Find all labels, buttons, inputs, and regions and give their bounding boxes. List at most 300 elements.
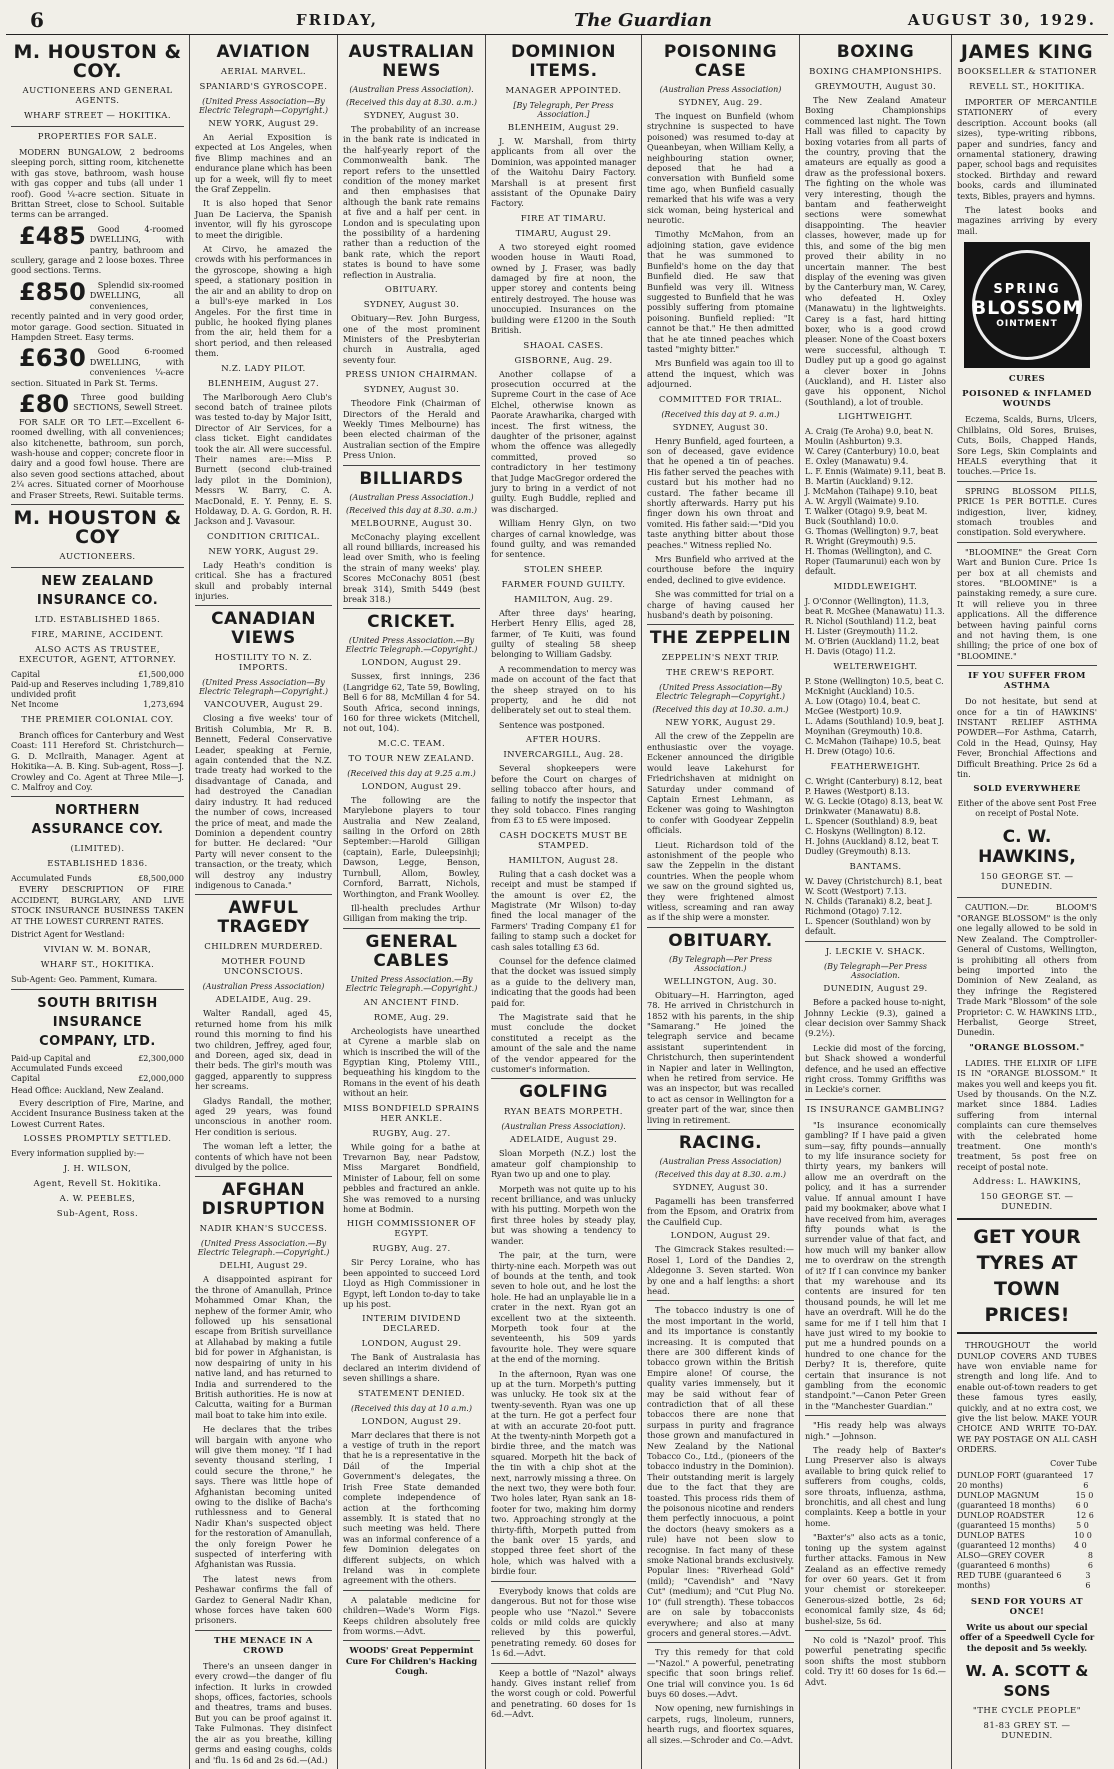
heading-the-zeppelin: THE ZEPPELIN bbox=[649, 628, 792, 649]
column-6 bbox=[800, 35, 952, 1769]
fin-value: £2,300,000 bbox=[138, 1054, 184, 1064]
text: THE PREMIER COLONIAL COY. bbox=[21, 715, 174, 725]
subhead: PRESS UNION CHAIRMAN. bbox=[345, 370, 478, 381]
list-item: M. O'Brien (Auckland) 11.2, beat H. Davis (Otago) 11.2. bbox=[805, 637, 940, 657]
divider bbox=[647, 1129, 794, 1130]
text: Morpeth was not quite up to his recent brilliance, and was unlucky with his putting. Morpeth won the first three holes by steady play, but was showing a tendency to wander. bbox=[491, 1183, 636, 1246]
text: The Magistrate said that he must conclude the docket constituted a receipt as the amount of the sale and the name of the vendor appeared for the customer's information. bbox=[491, 1012, 636, 1075]
tyre-item: DUNLOP BATES (guaranteed 12 months) bbox=[957, 1530, 1056, 1550]
text: SPRING BLOSSOM PILLS, PRICE 1s PER BOTTLE. Cures indigestion, liver, kidney, stomach troubles and constipation. Sold everywhere. bbox=[957, 485, 1097, 538]
text: William Henry Glyn, on two charges of carnal knowledge, was found guilty, and was remanded for sentence. bbox=[491, 518, 636, 560]
divider bbox=[957, 481, 1097, 482]
text: Address: L. HAWKINS, bbox=[972, 1177, 1082, 1188]
divider bbox=[805, 1415, 946, 1416]
divider bbox=[805, 1630, 946, 1631]
column-4 bbox=[486, 35, 642, 1769]
agency: (Australian Press Association.) bbox=[349, 492, 474, 502]
dateline: SYDNEY, Aug. 29. bbox=[678, 98, 763, 108]
subhead: MANAGER APPOINTED. bbox=[505, 86, 622, 96]
text: Walter Randall, aged 45, returned home from his milk round this morning to find his two children, Jeffrey, aged four, and Doreen, aged six, dead in their beds. The girl's mouth was gagged, apparently to suppress her screams. bbox=[195, 1008, 332, 1092]
text: Obituary—Rev. John Burgess, one of the most prominent Ministers of the Presbyterian church in Australia, aged seventy four. bbox=[343, 313, 480, 365]
text: Mrs Bunfield was again too ill to attend the inquest, which was adjourned. bbox=[647, 358, 794, 390]
text: POISONED & INFLAMED WOUNDS bbox=[962, 389, 1092, 410]
text: "His ready help was always nigh." —Johnson. bbox=[805, 1420, 946, 1441]
financial-list bbox=[11, 670, 184, 710]
divider bbox=[195, 605, 332, 606]
divider bbox=[343, 1590, 480, 1591]
text: The tobacco industry is one of the most important in the world, and its importance is constantly increasing. It is computed that there are 300 different kinds of tobacco grown within the British Empire alone! Of course, the quality varies immensely, but it may be said without fear of contradiction that of all these tobaccos there are none that surpass in purity and fragrance those grown and manufactured in New Zealand by the National Tobacco Co., Ltd., (pioneers of the tobacco industry in the Dominion). Their outstanding merit is largely due to the fact that they are toasted. This process rids them of the poisonous nicotine and renders them perfectly innocuous, a point the doctors (heavy smokers as a rule) have not been slow to recognise. In fact many of these smoke National brands exclusively. Popular lines: "Riverhead Gold" (mild); "Cavendish" and "Navy Cut" (medium); and "Cut Plug No. 10" (full strength). These tobaccos are on sale by tobacconists everywhere; and also at many grocers and general stores.—Advt. bbox=[647, 1305, 794, 1638]
columns bbox=[6, 35, 1108, 1765]
masthead-date: AUGUST 30, 1929. bbox=[907, 11, 1096, 29]
text: Keep a bottle of "Nazol" always handy. Gives instant relief from the worst cough or cold. Powerful and penetrating. 60 doses for 1s 6d.—Advt. bbox=[491, 1667, 636, 1720]
heading-australian-news: AUSTRALIAN NEWS bbox=[348, 42, 475, 81]
list-item: H. Johns (Auckland) 8.12, beat T. Dudley (Greymouth) 8.13. bbox=[805, 837, 939, 857]
tyre-item: ALSO—GREY COVER (guaranteed 6 months) bbox=[957, 1550, 1051, 1570]
fin-value: £8,500,000 bbox=[138, 874, 184, 884]
dateline: RUGBY, Aug. 27. bbox=[372, 1244, 451, 1255]
tyre-item: DUNLOP MAGNUM (guaranteed 18 months) bbox=[957, 1490, 1056, 1510]
text: AUCTIONEERS. bbox=[59, 552, 136, 562]
dateline: LONDON, August 29. bbox=[361, 658, 462, 669]
text: SOLD EVERYWHERE bbox=[973, 784, 1081, 795]
subhead: MISS BONDFIELD SPRAINS HER ANKLE. bbox=[343, 1103, 480, 1124]
dateline: DELHI, August 29. bbox=[219, 1261, 308, 1272]
divider bbox=[343, 1640, 480, 1641]
tyre-price: 17 6 bbox=[1083, 1470, 1094, 1490]
text: Try this remedy for that cold—"Nazol." A powerful, penetrating specific that soon brings relief. One trial will convince you. 1s 6d buys 60 doses.—Advt. bbox=[647, 1647, 794, 1699]
agency: (Australian Press Association) bbox=[659, 1157, 782, 1167]
heading-aviation: AVIATION bbox=[216, 42, 311, 62]
dateline: ADELAIDE, Aug. 29. bbox=[215, 995, 312, 1006]
newspaper-title: The Guardian bbox=[573, 9, 712, 31]
text: Sussex, first innings, 236 (Langridge 62, Tate 59, Bowling, Bell 6 for 88, McMillan 4 for 54. South Africa, second innings, 160 for three wickets (Mitchell, not out, 104). bbox=[343, 671, 480, 734]
tyre-price-row bbox=[957, 1571, 1097, 1591]
subhead: AFTER HOURS. bbox=[525, 735, 602, 746]
property-item bbox=[11, 346, 184, 388]
text: Theodore Fink (Chairman of Directors of the Herald and Weekly Times Melbourne) has been elected chairman of the Australian section of the Empire Press Union. bbox=[343, 398, 480, 461]
tyre-price-row bbox=[957, 1511, 1097, 1531]
heading-south-british: SOUTH BRITISH INSURANCE COMPANY, LTD. bbox=[37, 996, 158, 1050]
divider bbox=[343, 465, 480, 466]
result-list bbox=[805, 777, 946, 857]
text: Marr declares that there is not a vestige of truth in the report that he is a representative in the Dáil of the Imperial Government's delegates, the Irish Free State demanded complete independence of action at the forthcoming assembly. It is stated that no such meeting was held. There was an informal conference of a few Dominion delegates on different subjects, on which Ireland was in complete agreement with the others. bbox=[343, 1429, 480, 1586]
list-item: A. Low (Otago) 10.4, beat C. McGee (Westport) 10.9. bbox=[805, 697, 921, 717]
agency: (United Press Association.—By Electric Telegraph.—Copyright.) bbox=[345, 636, 478, 655]
agency: (United Press Association—By Electric Telegraph—Copyright.) bbox=[198, 97, 329, 115]
text: Sir Percy Loraine, who has been appointed to succeed Lord Lloyd as High Commissioner in Egypt, left London to-day to take up his post. bbox=[343, 1257, 480, 1310]
dateline: INVERCARGILL, Aug. 28. bbox=[503, 750, 624, 761]
text: J. W. Marshall, from thirty applicants from all over the Dominion, was appointed manager of the Waitohu Dairy Factory. Marshall is at present first assistant of the Opunake Dairy Factory. bbox=[491, 136, 636, 209]
divider bbox=[957, 542, 1097, 543]
dateline: BLENHEIM, August 29. bbox=[507, 123, 620, 133]
text: "Baxter's" also acts as a tonic, toning up the system against further attacks. Famous in New Zealand as an effective remedy for over 60 years. Get it from your chemist or storekeeper. Generous-sized bottle, 2s 6d; economical family size, 4s 6d; bushel-size, 5s 6d. bbox=[805, 1532, 946, 1626]
tyre-price-row bbox=[957, 1491, 1097, 1511]
subhead: BANTAMS. bbox=[849, 862, 902, 873]
text: Leckie did most of the forcing, but Shack showed a wonderful defence, and he used an effective right cross. Tommy Griffiths was in Leckie's corner. bbox=[805, 1042, 946, 1095]
divider bbox=[647, 927, 794, 928]
text: McConachy playing excellent all round billiards, increased his lead over Smith, who is feeling the strain of many weeks' play. Scores McConachy 8051 (best break 314), Smith 5449 (best break 318.) bbox=[343, 531, 480, 604]
divider bbox=[491, 1663, 636, 1664]
scott-heading: W. A. SCOTT & SONS bbox=[965, 1661, 1089, 1700]
tyre-item: DUNLOP FORT (guaranteed 20 months) bbox=[957, 1470, 1073, 1490]
text: "ORANGE BLOSSOM." bbox=[969, 1042, 1085, 1053]
subhead: FARMER FOUND GUILTY. bbox=[501, 579, 626, 590]
price: £850 bbox=[19, 277, 86, 306]
text: Agent, Revell St. Hokitika. bbox=[33, 1179, 162, 1190]
text: Every information supplied by:— bbox=[11, 1149, 145, 1159]
dateline: BLENHEIM, August 27. bbox=[207, 378, 320, 389]
text: Three good building SECTIONS, Sewell Street. bbox=[73, 391, 184, 413]
dateline: SYDNEY, August 30. bbox=[363, 300, 460, 311]
text: Ruling that a cash docket was a receipt and must be stamped if the amount is over £2, the Magistrate (Mr Wilson) to-day fined the local manager of the Farmers' Trading Company £1 for failing to stamp such a docket for cash sales totalling £3 6d. bbox=[491, 868, 636, 952]
dateline: GISBORNE, Aug. 29. bbox=[514, 355, 613, 366]
subhead: HIGH COMMISSIONER OF EGYPT. bbox=[346, 1219, 477, 1240]
subhead: STOLEN SHEEP. bbox=[523, 564, 604, 575]
text: REVELL ST., HOKITIKA. bbox=[969, 82, 1085, 92]
text: Lieut. Richardson told of the astonishment of the people who saw the Zeppelin in the distant countries. When the people whom we saw on the ground sighted us, they were frightened almost witless, screaming and ran away as if the ship were a monster. bbox=[647, 839, 794, 923]
column-1 bbox=[6, 35, 190, 1769]
text: PROPERTIES FOR SALE. bbox=[37, 132, 158, 142]
text: A. W. PEEBLES, bbox=[59, 1194, 136, 1205]
subhead: INTERIM DIVIDEND DECLARED. bbox=[362, 1314, 461, 1335]
received: (Received this day at 10.30. a.m.) bbox=[652, 705, 789, 715]
dateline: LONDON, August 29. bbox=[670, 1231, 771, 1242]
received: (Received this day at 8.30. a.m.) bbox=[345, 98, 478, 107]
text: EVERY DESCRIPTION OF FIRE ACCIDENT, BURGLARY, AND LIVE STOCK INSURANCE BUSINESS TAKEN AT THE LOWEST CURRENT RATES. bbox=[11, 884, 184, 926]
list-item: L. Adams (Southland) 10.9, beat J. Moynihan (Greymouth) 10.8. bbox=[805, 717, 944, 737]
list-item: N. Childs (Taranaki) 8.2, beat J. Richmond (Otago) 7.12. bbox=[805, 897, 933, 917]
divider bbox=[805, 941, 946, 942]
dateline: WELLINGTON, Aug. 30. bbox=[664, 976, 777, 987]
text: 150 GEORGE ST. — DUNEDIN. bbox=[980, 872, 1074, 893]
text: The following are the Marylebone players to tour Australia and New Zealand, sailing in the Orford on 28th September:—Harold Gilligan (captain), Earle, Duleepsinhji; Dawson, Legge, Benson, Turnbull, Allom, Bowley, Cornford, Barratt, Nichols, Worthington, and Frank Woolley. bbox=[343, 794, 480, 899]
heading-houston: M. HOUSTON & COY. bbox=[13, 41, 182, 82]
text: A palatable medicine for children—Wade's Worm Figs. Keeps children absolutely free from worms.—Advt. bbox=[343, 1594, 480, 1636]
text: The Bank of Australasia has declared an interim dividend of seven shillings a share. bbox=[343, 1352, 480, 1384]
text: ALSO ACTS AS TRUSTEE, EXECUTOR, AGENT, ATTORNEY. bbox=[18, 645, 177, 665]
subhead: M.C.C. TEAM. bbox=[377, 738, 446, 749]
heading-houston-2: M. HOUSTON & COY bbox=[13, 507, 182, 548]
text: Write us about our special offer of a Speedwell Cycle for the deposit and 5s weekly. bbox=[959, 1621, 1095, 1653]
list-item: C. Wright (Canterbury) 8.12, beat P. Hawes (Westport) 8.13. bbox=[805, 777, 943, 797]
text: The inquest on Bunfield (whom strychnine is suspected to have poisoned) was resumed to-day at Queanbeyan, when William Kelly, a neighbouring station owner, deposed that he had a conversation with Bunfield some time ago, when Bunfield casually remarked that his wife was a very sick woman, being hysterical and neurotic. bbox=[647, 111, 794, 226]
heading-boxing: BOXING bbox=[836, 42, 915, 62]
masthead bbox=[6, 6, 1108, 35]
seal-text: OINTMENT bbox=[996, 318, 1058, 329]
subhead: STATEMENT DENIED. bbox=[357, 1388, 466, 1399]
text: Good 6-roomed DWELLING, with conveniences ¼-acre section. Situated in Park St. Terms. bbox=[11, 346, 184, 388]
subhead: CONDITION CRITICAL. bbox=[207, 531, 320, 542]
page-number: 6 bbox=[30, 8, 44, 32]
text: LOSSES PROMPTLY SETTLED. bbox=[23, 1134, 172, 1145]
subhead: OBITUARY. bbox=[384, 285, 439, 296]
dateline: RUGBY, Aug. 27. bbox=[372, 1128, 451, 1139]
agency: (United Press Association.—By Electric Telegraph.—Copyright.) bbox=[197, 1239, 330, 1258]
agency: (Australian Press Association) bbox=[659, 85, 782, 94]
subhead: WELTERWEIGHT. bbox=[833, 662, 918, 673]
text: 81-83 GREY ST. — DUNEDIN. bbox=[983, 1720, 1071, 1741]
text: Pagamelli has been transferred from the Epsom, and Oratrix from the Caulfield Cup. bbox=[647, 1196, 794, 1227]
dateline: SYDNEY, August 30. bbox=[363, 385, 460, 396]
tyre-price-row bbox=[957, 1471, 1097, 1491]
text: The probability of an increase in the bank rate is indicated in the half-yearly report of the Commonwealth bank. The report refers to the unsettled condition of the money market and then emphasises that although the bank rate remains at five and a half per cent. in London and is speculating upon the possibility of a hardening rather than a reduction of the bank rate, which the report states is bound to have some reflection in Australia. bbox=[343, 124, 480, 280]
divider bbox=[195, 1176, 332, 1177]
heading-afghan-disruption: AFGHAN DISRUPTION bbox=[201, 1180, 326, 1220]
dateline: GREYMOUTH, August 30. bbox=[814, 82, 937, 92]
subhead: NADIR KHAN'S SUCCESS. bbox=[199, 1224, 328, 1235]
text: Closing a five weeks' tour of British Columbia, Mr R. B. Bennett, Federal Conservative Leader, speaking at Fernie, again contended that the N.Z. trade treaty had worked to the disadvantage of Canada, and had destroyed the Canadian dairy industry. It had reduced the number of cows, increased the price of meat, and made the Dominion a dependent country for butter. He declared: "Our Party will never consent to the transaction, or the treaty, which will destroy any industry indigenous to Canada." bbox=[195, 713, 332, 890]
divider bbox=[491, 1078, 636, 1079]
property-item bbox=[11, 221, 184, 276]
text: Sub-Agent, Ross. bbox=[56, 1209, 139, 1220]
hawkins-heading: C. W. HAWKINS, bbox=[978, 827, 1076, 868]
divider bbox=[11, 796, 184, 797]
agency: (United Press Association—By Electric Telegraph—Copyright.) bbox=[198, 678, 329, 697]
list-item: T. Walker (Otago) 9.9, beat M. Buck (Southland) 10.0. bbox=[805, 507, 928, 527]
heading-general-cables: GENERAL CABLES bbox=[365, 931, 458, 971]
text: Every description of Fire, Marine, and Accident Insurance Business taken at the Lowest Current Rates. bbox=[11, 1098, 184, 1129]
column-7 bbox=[952, 35, 1102, 1769]
agency: United Press Association.—By Electric Telegraph.—Copyright.) bbox=[345, 974, 478, 993]
text: AUCTIONEERS AND GENERAL AGENTS. bbox=[22, 86, 173, 106]
subhead: IS INSURANCE GAMBLING? bbox=[806, 1104, 945, 1115]
subhead: SHAOAL CASES. bbox=[523, 340, 604, 351]
list-item: W. Carey (Canterbury) 10.0, beat E. Oxley (Manawatu) 9.4. bbox=[805, 447, 940, 467]
text: The woman left a letter, the contents of which have not been divulged by the police. bbox=[195, 1141, 332, 1173]
subhead: TO TOUR NEW ZEALAND. bbox=[348, 753, 475, 764]
subhead: AERIAL MARVEL. bbox=[220, 67, 307, 77]
text: The Gimcrack Stakes resulted:— Rosel 1, Lord of the Dandies 2, Aldegonne 3. Seven started. Won by one and a half lengths: a short head. bbox=[647, 1244, 794, 1296]
list-item: W. G. Leckie (Otago) 8.13, beat W. Drinkwater (Manawatu) 8.8. bbox=[805, 797, 944, 817]
list-item: C. McMahon (Taihape) 10.5, beat H. Drew (Otago) 10.6. bbox=[805, 737, 941, 757]
subhead: ZEPPELIN'S NEXT TRIP. bbox=[661, 653, 780, 664]
fin-value: £2,000,000 bbox=[138, 1074, 184, 1084]
text: 150 GEORGE ST. — DUNEDIN. bbox=[980, 1192, 1074, 1213]
text: The latest news from Peshawar confirms the fall of Gardez to General Nadir Khan, whose forces have taken 600 prisoners. bbox=[195, 1573, 332, 1626]
fin-label: Capital bbox=[11, 1074, 41, 1084]
text: The latest books and magazines arriving by every mail. bbox=[957, 205, 1097, 236]
text: ESTABLISHED 1836. bbox=[47, 859, 148, 870]
text: (LIMITED). bbox=[70, 844, 125, 855]
text: "Is insurance economically gambling? If I have paid a given sum—say, fifty pounds—annually to my life insurance society for thirty years, my bankers will allow me an overdraft on the policy, and it has a surrender value. If annual amount I have paid my bookmaker, above what I have received from him, averages fifty pounds what is the surrender value of that fact, and how much will my banker allow me to overdraw on the strength of it? If I can convince my banker that my warehouse and its contents are insured for ten thousand pounds, he will let me have an overdraft. Will he do the same for me if I tell him that I have just wired to my bookie to put me a hundred pounds on a hundred to one chance for the Derby? It is, therefore, quite certain that insurance is not gambling from the economic standpoint."—Canon Peter Green in the "Manchester Guardian." bbox=[805, 1119, 946, 1411]
text: A recommendation to mercy was made on account of the fact that the sheep strayed on to his property, and he did not deliberately set out to steal them. bbox=[491, 663, 636, 716]
divider bbox=[195, 1630, 332, 1631]
text: Timothy McMahon, from an adjoining station, gave evidence that he was summoned to Bunfield's home on the day that Bunfield died. He saw that Bunfield was very ill. Witness suggested to Bunfield that he was possibly suffering from ptomaine poisoning. Bunfield replied: "It cannot be that." He then admitted that he ate tinned peaches which tasted "mighty bitter." bbox=[647, 229, 794, 354]
fin-row bbox=[11, 1074, 184, 1084]
subhead: COMMITTED FOR TRIAL. bbox=[658, 394, 783, 405]
text: While going for a bathe at Trevarnon Bay, near Padstow, Miss Margaret Bondfield, Minister of Labour, fell on some pebbles and fractured an ankle. She was removed to a nursing home at Bodmin. bbox=[343, 1141, 480, 1214]
text: WOODS' Great Peppermint Cure For Children's Hacking Cough. bbox=[345, 1645, 478, 1677]
text: Counsel for the defence claimed that the docket was issued simply as a guide to the delivery man, indicating that the goods had been paid for. bbox=[491, 955, 636, 1008]
heading-james-king: JAMES KING bbox=[960, 41, 1094, 63]
text: FIRE, MARINE, ACCIDENT. bbox=[31, 630, 164, 640]
result-list bbox=[805, 677, 946, 757]
dateline: SYDNEY, August 30. bbox=[672, 1183, 769, 1194]
text: At Cirvo, he amazed the crowds with his performances in the gyroscope, showing a high speed, a stationary position in the air and an ability to drop on a bull's-eye marked in Los Angeles. For the first time in public, he hooked flying planes from the air, held them for a short period, and then released them. bbox=[195, 244, 332, 359]
text: WHARF STREET — HOKITIKA. bbox=[23, 111, 172, 121]
heading-nz-insurance: NEW ZEALAND INSURANCE CO. bbox=[36, 574, 159, 608]
fin-label: Capital bbox=[11, 670, 41, 679]
text: WHARF ST., HOKITIKA. bbox=[40, 960, 155, 971]
divider bbox=[491, 1581, 636, 1582]
dateline: DUNEDIN, August 29. bbox=[823, 984, 928, 995]
divider bbox=[957, 665, 1097, 666]
heading-dominion-items: DOMINION ITEMS. bbox=[510, 42, 617, 81]
dateline: LONDON, August 29. bbox=[361, 1416, 462, 1427]
text: IF YOU SUFFER FROM ASTHMA bbox=[968, 671, 1086, 692]
received: (Received this day at 9.25 a.m.) bbox=[347, 768, 476, 778]
text: VIVIAN W. M. BONAR, bbox=[43, 945, 152, 956]
dateline: VANCOUVER, August 29. bbox=[204, 700, 323, 711]
text: "BLOOMINE" the Great Corn Wart and Bunion Cure. Price 1s per box at all chemists and stores. "BLOOMINE" is a painstaking remedy, a sure cure. It will relieve you in three applications. All the difference between having painful corns and not having them, is one shilling; the price of one box of "BLOOMINE." bbox=[957, 546, 1097, 661]
text: A two storeyed eight roomed wooden house in Wauti Road, owned by J. Fraser, was badly damaged by fire at noon, the upper storey and contents being entirely destroyed. The house was unoccupied. Insurances on the building were £1200 in the South British. bbox=[491, 241, 636, 336]
tyre-item: DUNLOP ROADSTER (guaranteed 15 months) bbox=[957, 1510, 1056, 1530]
agency: [By Telegraph, Per Press Association.] bbox=[513, 101, 614, 119]
price: £485 bbox=[19, 221, 86, 250]
subhead: MOTHER FOUND UNCONSCIOUS. bbox=[221, 957, 306, 978]
property-item bbox=[11, 389, 184, 418]
tyre-price: 12 6 5 0 bbox=[1076, 1510, 1094, 1530]
list-item: R. Nichol (Southland) 11.2, beat H. Lister (Greymouth) 11.2. bbox=[805, 617, 937, 637]
seal-ring bbox=[972, 250, 1082, 360]
text: All the crew of the Zeppelin are enthusiastic over the voyage. Eckener announced the dirigible would leave Lakehurst for Friedrichshaven at midnight on Saturday under command of Captain Ernest Lehmann, as Eckener was going to Washington to confer with Goodyear Zeppelin officials. bbox=[647, 731, 794, 836]
heading-canadian-views: CANADIAN VIEWS bbox=[211, 609, 316, 649]
column-2 bbox=[190, 35, 338, 1769]
seal-text: BLOSSOM bbox=[971, 296, 1083, 319]
text: District Agent for Westland: bbox=[11, 930, 125, 940]
list-item: A. Craig (Te Aroha) 9.0, beat N. Moulin (Ashburton) 9.3. bbox=[805, 427, 934, 447]
fin-value: 1,789,810 bbox=[143, 680, 184, 689]
price: £80 bbox=[19, 389, 70, 418]
heading-awful-tragedy: AWFUL TRAGEDY bbox=[217, 898, 310, 938]
fin-row bbox=[11, 874, 184, 884]
property-item bbox=[11, 277, 184, 342]
text: FOR SALE OR TO LET.—Excellent 6-roomed dwelling, with all conveniences; also kitchenette, bathroom, sun porch, wash-house and copper; concrete floor in dairy and a good fowl house. There are also seven good sections attached, about 2¼ acres. Situated corner of Moorhouse and Fraser Streets, Rewi. Suitable terms. bbox=[11, 416, 184, 500]
fin-row bbox=[11, 670, 184, 680]
subhead: BOXING CHAMPIONSHIPS. bbox=[809, 67, 942, 77]
tyre-price: 3 6 bbox=[1085, 1570, 1091, 1590]
list-item: G. Thomas (Wellington) 9.7, beat R. Wright (Greymouth) 9.5. bbox=[805, 527, 939, 547]
result-list bbox=[805, 427, 946, 577]
dateline: NEW YORK, August 29. bbox=[208, 546, 319, 557]
subhead: N.Z. LADY PILOT. bbox=[221, 363, 306, 374]
text: The pair, at the turn, were thirty-nine each. Morpeth was out of bounds at the tenth, and took seven to hole out, and he lost the hole. He had an unplayable lie in a crater in the next. Ryan got an excellent two at the sixteenth. Morpeth took four at the seventeenth, his 509 yards favourite hole. They were square at the end of the morning. bbox=[491, 1250, 636, 1365]
tyre-price: 8 6 bbox=[1087, 1550, 1093, 1570]
dateline: SYDNEY, August 30. bbox=[672, 422, 769, 433]
fin-label: Paid-up and Reserves including undivided profit bbox=[11, 680, 139, 699]
text: Before a packed house to-night, Johnny Leckie (9.3), gained a clear decision over Sammy Shack (9.2½). bbox=[805, 997, 946, 1039]
fin-row bbox=[11, 680, 184, 700]
tyre-item: RED TUBE (guaranteed 6 months) bbox=[957, 1570, 1062, 1590]
tyre-price-row bbox=[957, 1531, 1097, 1551]
text: Splendid six-roomed DWELLING, all conveniences, recently painted and in very good order, motor garage. Good section. Situated in Hampden Street. Easy terms. bbox=[11, 279, 184, 342]
text: Either of the above sent Post Free on receipt of Postal Note. bbox=[957, 799, 1097, 819]
text: MODERN BUNGALOW, 2 bedrooms sleeping porch, sitting room, kitchenette with gas stove, bathroom, wash house with gas copper and tubs (all under 1 roof). Good ¼-acre section. Situate in Brittan Street, close to School. Suitable terms can be arranged. bbox=[11, 147, 184, 220]
list-item: L. F. Ennis (Waimate) 9.11, beat B. B. Martin (Auckland) 9.12. bbox=[805, 467, 946, 487]
list-item: P. Stone (Wellington) 10.5, beat C. McKnight (Auckland) 10.5. bbox=[805, 677, 944, 697]
text: Good 4-roomed DWELLING, with pantry, bathroom and scullery, garage and 2 loose boxes. Three good sections. Terms. bbox=[11, 223, 184, 276]
divider bbox=[11, 989, 184, 990]
subhead: LIGHTWEIGHT. bbox=[838, 412, 913, 423]
subhead: RYAN BEATS MORPETH. bbox=[504, 1107, 623, 1118]
list-item: W. Davey (Christchurch) 8.1, beat W. Scott (Westport) 7.13. bbox=[805, 877, 943, 897]
dateline: TIMARU, August 29. bbox=[515, 228, 612, 239]
text: Eczema, Scalds, Burns, Ulcers, Chilblains, Old Sores, Bruises, Cuts, Boils, Chapped Hands, Sore Legs, Skin Complaints and HEALS everything that it touches.—Price 1s. bbox=[957, 414, 1097, 477]
tyre-price: 15 0 6 0 bbox=[1075, 1490, 1094, 1510]
agency: (By Telegraph—Per Press Association. bbox=[823, 962, 928, 981]
text: Lady Heath's condition is critical. She has a fractured skull and probably internal injuries. bbox=[195, 559, 332, 602]
text: THROUGHOUT the world DUNLOP COVERS AND TUBES have won enviable name for strength and long life. And to enable out-of-town readers to get these famous tyres easily, quickly, and at no extra cost, we give the list below. MAKE YOUR CHOICE AND WRITE TO-DAY. WE PAY POSTAGE ON ALL CASH ORDERS. bbox=[957, 1340, 1098, 1455]
spring-blossom-seal-logo bbox=[964, 242, 1090, 368]
received: (Received this day at 8.30. a.m.) bbox=[345, 505, 478, 515]
divider bbox=[647, 1642, 794, 1643]
column-3 bbox=[338, 35, 486, 1769]
agency: (Australian Press Association). bbox=[501, 1122, 626, 1132]
text: Archeologists have unearthed at Cyrene a marble slab on which is inscribed the will of the Egyptian King, Ptolemy VIII., bequeathing his kingdom to the Romans in the event of his death without an heir. bbox=[343, 1025, 480, 1099]
text: Sloan Morpeth (N.Z.) lost the amateur golf championship to Ryan two up and one to play. bbox=[491, 1148, 636, 1180]
heading-obituary: OBITUARY. bbox=[668, 930, 773, 951]
heading-poisoning-case: POISONING CASE bbox=[663, 42, 778, 81]
text: Several shopkeepers were before the Court on charges of selling tobacco after hours, and failing to notify the inspector that they sold tobacco. Fines ranging from £3 to £5 were imposed. bbox=[491, 763, 636, 826]
subhead: THE MENACE IN A CROWD bbox=[213, 1635, 314, 1656]
text: Gladys Randall, the mother, aged 29 years, was found unconscious in another room. Her condition is serious. bbox=[195, 1095, 332, 1137]
text: Another collapse of a prosecution occurred at the Supreme Court in the case of Ace Elchel, otherwise known as Paorate Arawharika, charged with incest. The first witness, the daughter of the prisoner, against whom the offence was allegedly committed, proved so contradictory in her testimony that Judge MacGregor ordered the jury to bring in a verdict of not guilty. Eugh Buddle, replied and was discharged. bbox=[491, 368, 636, 514]
subhead: SPANIARD'S GYROSCOPE. bbox=[199, 82, 328, 92]
text: He declares that the tribes will bargain with anyone who will give them money. "If I had seventy thousand sterling, I could secure the throne," he says. There was little hope of Afghanistan becoming united owing to the dislike of Bacha's ruthlessness and to General Nadir Khan's suspected object for the restoration of Amanullah, the only foreign Power he suspected of interfering with Afghanistan was Russia. bbox=[195, 1424, 332, 1570]
agency: (United Press Association—By Electric Telegraph—Copyright.) bbox=[655, 683, 786, 702]
divider bbox=[957, 897, 1097, 898]
dateline: HAMILTON, August 28. bbox=[508, 855, 619, 866]
text: SEND FOR YOURS AT ONCE! bbox=[970, 1596, 1084, 1617]
divider bbox=[11, 567, 184, 568]
text: There's an unseen danger in every crowd—the danger of flu infection. It lurks in crowded shops, offices, factories, schools and theatres, trams and buses. But you can be proof against it. Take Fulmonas. They disinfect the air as you breathe, killing germs and easing coughs, colds and 'flu. 1s 6d and 2s 6d.—(Ad.) bbox=[195, 1660, 332, 1765]
subhead: FIRE AT TIMARU. bbox=[520, 213, 607, 224]
list-item: L. Spencer (Southland) won by default. bbox=[805, 917, 931, 937]
text: CAUTION.—Dr. BLOOM'S "ORANGE BLOSSOM" is the only one legally allowed to be sold in New Zealand. The Comptroller-General of Customs, Wellington, is prohibiting all others from being imported into the Dominion of New Zealand, as they infringe the Registered Trade Mark "Blossom" of the sole Proprietor: C. W. HAWKINS LTD., Herbalist, George Street, Dunedin. bbox=[957, 902, 1097, 1038]
text: Sentence was postponed. bbox=[499, 719, 605, 730]
agency: (Australian Press Association) bbox=[202, 982, 325, 992]
heading-cricket: CRICKET. bbox=[367, 612, 456, 633]
dateline: SYDNEY, August 30. bbox=[363, 111, 460, 121]
text: Everybody knows that colds are dangerous. But not for those wise people who use "Nazol." Severe colds or mild colds are quickly relieved by this powerful, penetrating remedy. 60 doses for 1s 6d.—Advt. bbox=[491, 1585, 636, 1659]
received: (Received this day at 10 a.m.) bbox=[351, 1403, 472, 1413]
text: LADIES. THE ELIXIR OF LIFE IS IN "ORANGE BLOSSOM." It makes you well and keeps you fit. Used by thousands. On the N.Z. market since 1884. Ladies suffering from internal complaints can cure themselves with the celebrated home treatment. One month's treatment, 5s post free on receipt of postal note. bbox=[957, 1057, 1097, 1172]
text: Ill-health precludes Arthur Gilligan from making the trip. bbox=[343, 902, 480, 924]
text: Now opening, new furnishings in carpets, rugs, linoleum, runners, hearth rugs, and floortex squares, all sizes.—Schroder and Co.—Advt. bbox=[647, 1703, 794, 1745]
divider bbox=[805, 1099, 946, 1100]
subhead: FEATHERWEIGHT. bbox=[830, 762, 921, 773]
text: IMPORTER OF MERCANTILE STATIONERY of every description. Account books (all sizes), type-writing ribbons, paper and sundries, fancy and ornamental stationery, drawing paper, school bags and requisites stocked. Birthday and reward books, cards and illuminated texts, Bibles, prayers and hymns. bbox=[957, 97, 1097, 201]
tyres-heading: GET YOUR TYRES AT TOWN PRICES! bbox=[957, 1218, 1097, 1334]
text: J. H. WILSON, bbox=[63, 1164, 132, 1175]
dateline: MELBOURNE, August 30. bbox=[350, 518, 473, 529]
seal-text: SPRING bbox=[993, 281, 1061, 297]
list-item: J. O'Connor (Wellington), 11.3, beat R. McGhee (Manawatu) 11.3. bbox=[805, 597, 945, 617]
list-item: H. Thomas (Wellington), and C. Roper (Taumarunui) each won by default. bbox=[805, 547, 941, 577]
heading-northern-assurance: NORTHERN ASSURANCE COY. bbox=[31, 803, 164, 838]
fin-row bbox=[11, 700, 184, 710]
list-item: J. McMahon (Taihape) 9.10, beat A. W. Argyll (Waimate) 9.10. bbox=[805, 487, 938, 507]
result-list bbox=[805, 877, 946, 937]
divider bbox=[647, 624, 794, 625]
text: No cold is "Nazol" proof. This powerful penetrating specific soon shifts the most stubborn cold. Try it! 60 doses for 1s 6d.—Advt. bbox=[805, 1634, 946, 1687]
fin-label: Accumulated Funds bbox=[11, 874, 92, 884]
dateline: HAMILTON, Aug. 29. bbox=[514, 594, 613, 605]
text: The Marlborough Aero Club's second batch of trainee pilots was tested to-day by Major Isitt, Director of Air Services, for a class ticket. Eight candidates took the air. All were successful. Their names are:—Miss P. Burnett (second club-trained lady pilot in the Dominion), Messrs W. Barry, C. A. MacDonald, E. Y. Penny, E. S. Holdaway, D. A. G. Gordon, R. H. Jackson and J. Vavasour. bbox=[195, 391, 332, 527]
subhead: HOSTILITY TO N. Z. IMPORTS. bbox=[214, 653, 313, 674]
divider bbox=[647, 1300, 794, 1301]
subhead: AN ANCIENT FIND. bbox=[363, 997, 460, 1008]
